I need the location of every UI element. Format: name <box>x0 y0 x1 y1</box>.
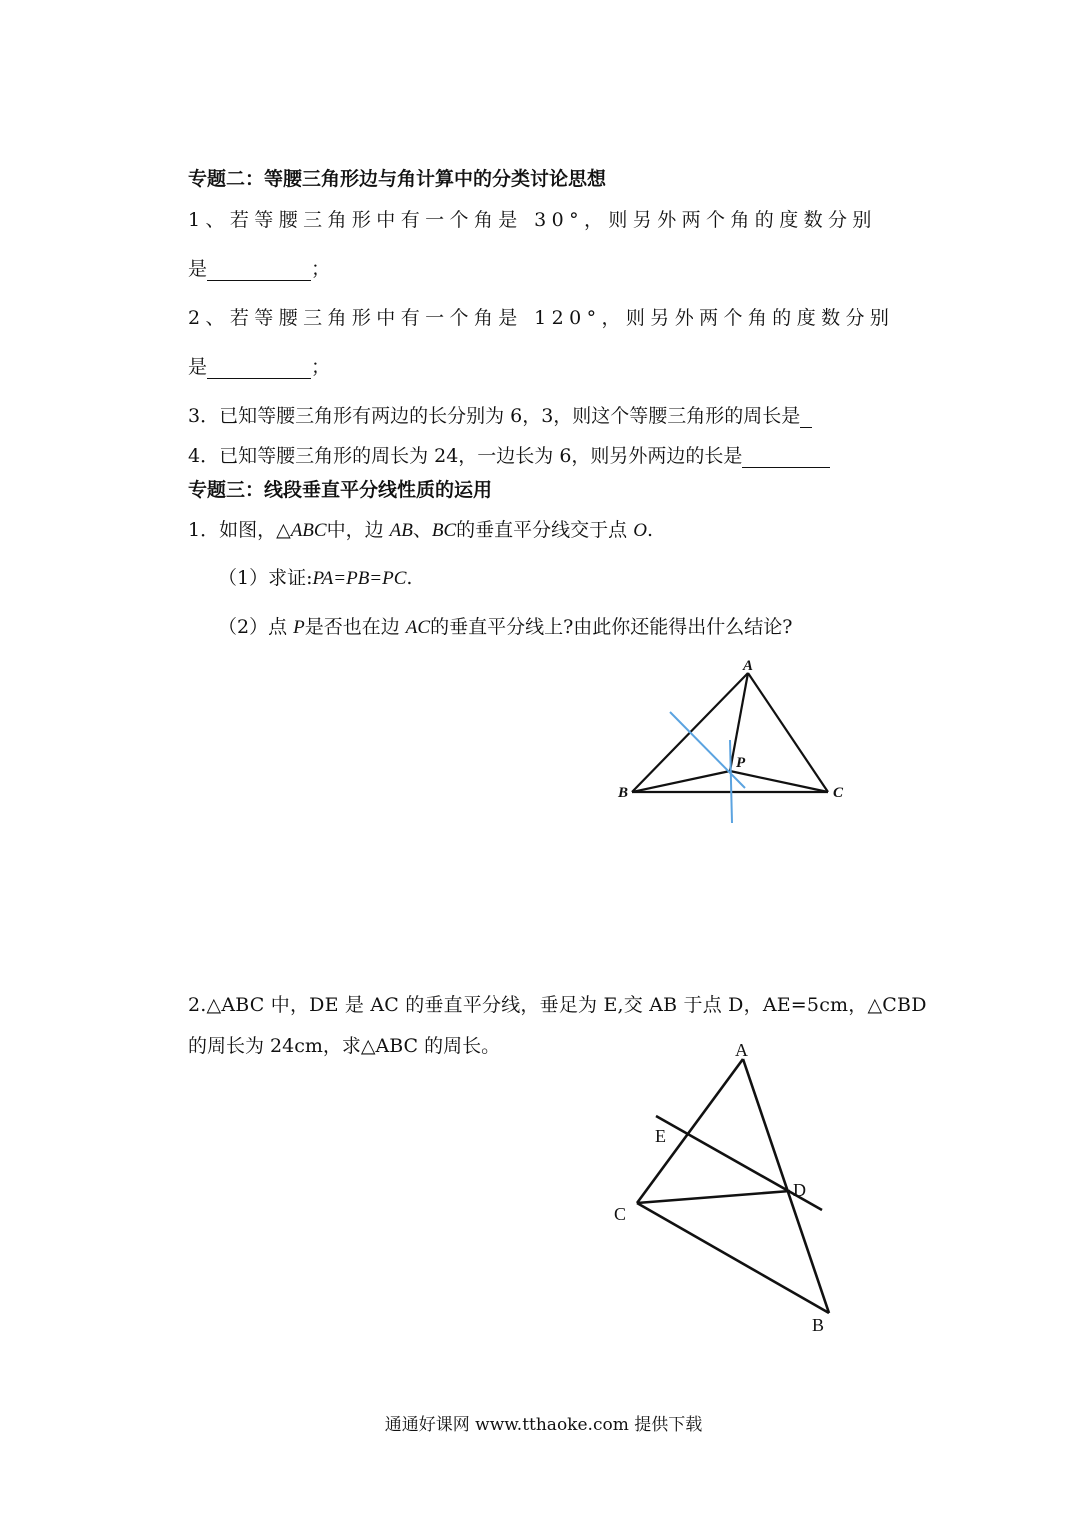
label-e: E <box>655 1126 666 1146</box>
label-a: A <box>743 658 754 674</box>
problem-1-text: 1．如图，△ <box>188 519 291 541</box>
part-1-text: . <box>406 567 413 589</box>
part-2-text: （2）点 <box>218 616 294 638</box>
math-p: P <box>293 617 305 638</box>
question-1-line1: 1、若等腰三角形中有一个角是 30°，则另外两个角的度数分别 <box>188 209 877 231</box>
math-ab: AB <box>389 520 413 541</box>
question-1-end: ； <box>311 258 331 280</box>
question-4-text: 4．已知等腰三角形的周长为 24，一边长为 6，则另外两边的长是 <box>188 445 743 467</box>
part-2-text: 的垂直平分线上?由此你还能得出什么结论? <box>430 616 793 638</box>
label-b: B <box>812 1315 825 1335</box>
question-1-prefix: 是 <box>188 258 208 280</box>
segment-cd <box>637 1191 790 1203</box>
math-equation: PA=PB=PC <box>312 568 407 589</box>
question-2-prefix: 是 <box>188 356 208 378</box>
part-2-text: 是否也在边 <box>304 616 406 638</box>
segment-cb <box>637 1203 829 1313</box>
section2-title: 专题二：等腰三角形边与角计算中的分类讨论思想 <box>188 168 607 190</box>
math-bc: BC <box>431 520 457 541</box>
question-2-end: ； <box>311 356 331 378</box>
label-b: B <box>618 785 629 801</box>
segment-ab <box>743 1059 829 1313</box>
math-o: O <box>633 520 647 541</box>
footer: 通通好课网 www.tthaoke.com 提供下载 <box>384 1415 703 1435</box>
problem-1-text: 的垂直平分线交于点 <box>456 519 634 541</box>
part-1-text: （1）求证: <box>218 567 313 589</box>
problem-2-line1: 2.△ABC 中，DE 是 AC 的垂直平分线，垂足为 E,交 AB 于点 D，AE=5cm，△CBD <box>188 994 927 1016</box>
label-a: A <box>735 1040 748 1060</box>
label-c: C <box>614 1204 627 1224</box>
math-ac: AC <box>405 617 431 638</box>
label-d: D <box>793 1180 806 1200</box>
math-abc: ABC <box>290 520 327 541</box>
question-3-text: 3．已知等腰三角形有两边的长分别为 6，3，则这个等腰三角形的周长是 <box>188 405 801 427</box>
problem-1-text: 、 <box>412 519 432 541</box>
section3-title: 专题三：线段垂直平分线性质的运用 <box>188 479 493 501</box>
problem-2-line2: 的周长为 24cm，求△ABC 的周长。 <box>188 1035 501 1057</box>
problem-1-text: 中，边 <box>326 519 390 541</box>
label-c: C <box>833 785 844 801</box>
segment-ac <box>637 1059 743 1203</box>
label-p: P <box>736 755 746 771</box>
question-2-line1: 2、若等腰三角形中有一个角是 120°，则另外两个角的度数分别 <box>188 307 895 329</box>
problem-1-text: . <box>646 519 653 541</box>
